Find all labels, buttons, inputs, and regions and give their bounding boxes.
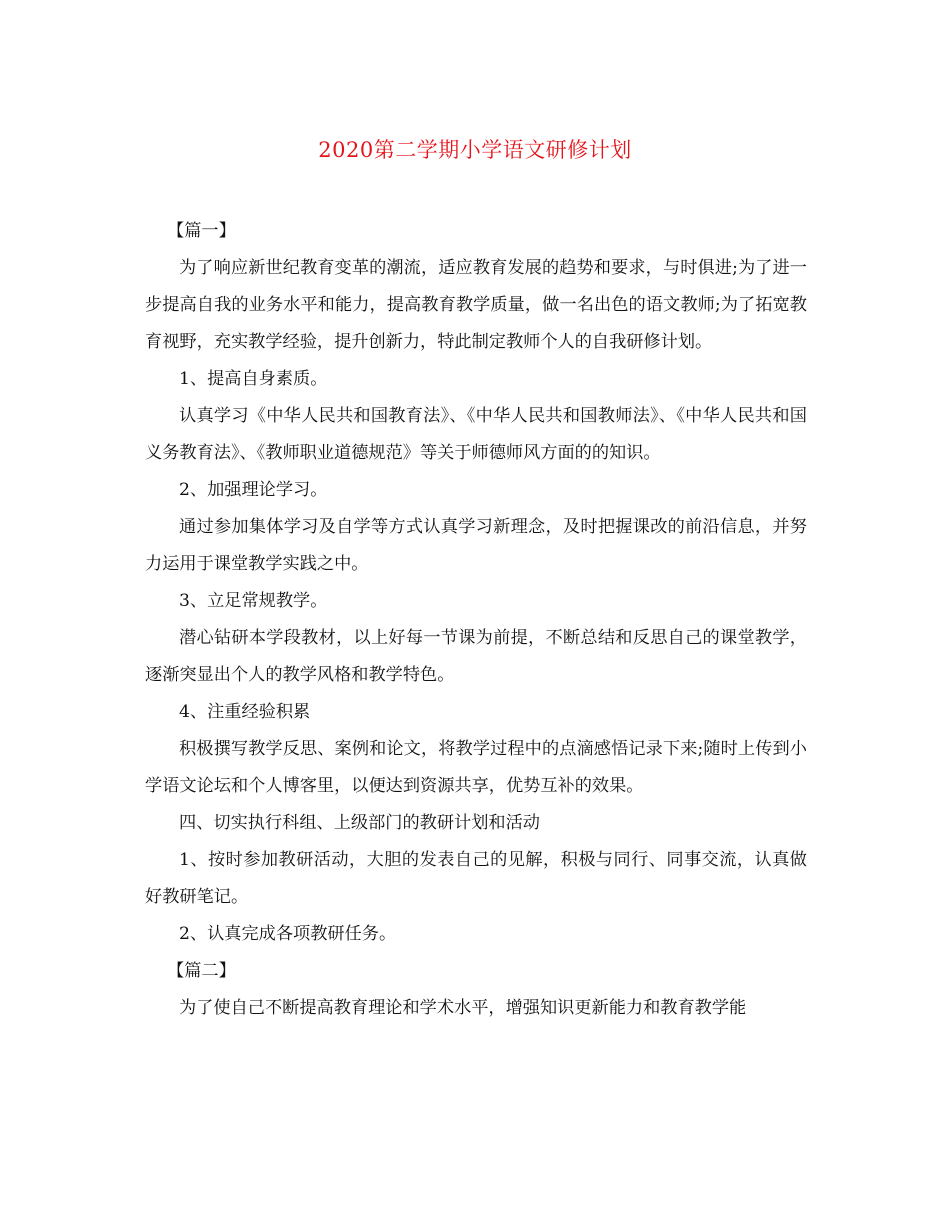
paragraph: 4、注重经验积累 (179, 702, 311, 722)
paragraph: 认真学习《中华人民共和国教育法》、《中华人民共和国教师法》、《中华人民共和国义务教育法》、《教师职业道德规范》等关于师德师风方面的的知识。 (145, 406, 807, 463)
paragraph: 积极撰写教学反思、案例和论文，将教学过程中的点滴感悟记录下来;随时上传到小学语文论坛和个人博客里，以便达到资源共享，优势互补的效果。 (145, 739, 807, 796)
paragraph: 四、切实执行科组、上级部门的教研计划和活动 (179, 813, 540, 833)
paragraph: 通过参加集体学习及自学等方式认真学习新理念，及时把握课改的前沿信息，并努力运用于课堂教学实践之中。 (145, 517, 807, 574)
paragraph: 为了响应新世纪教育变革的潮流，适应教育发展的趋势和要求，与时俱进;为了进一步提高自我的业务水平和能力，提高教育教学质量，做一名出色的语文教师;为了拓宽教育视野，充实教学经验，提升创新力，特此制定教师个人的自我研修计划。 (145, 258, 807, 352)
section-heading: 【篇二】 (167, 961, 236, 981)
paragraph: 1、提高自身素质。 (179, 369, 328, 389)
paragraph: 潜心钻研本学段教材，以上好每一节课为前提，不断总结和反思自己的课堂教学，逐渐突显出个人的教学风格和教学特色。 (145, 628, 807, 685)
paragraph: 为了使自己不断提高教育理论和学术水平，增强知识更新能力和教育教学能 (179, 998, 747, 1018)
paragraph: 2、加强理论学习。 (179, 480, 328, 500)
paragraph: 3、立足常规教学。 (179, 591, 328, 611)
paragraph: 1、按时参加教研活动，大胆的发表自己的见解，积极与同行、同事交流，认真做好教研笔记。 (145, 850, 807, 907)
document-title: 2020第二学期小学语文研修计划 (318, 138, 632, 162)
paragraph: 2、认真完成各项教研任务。 (179, 924, 397, 944)
section-heading: 【篇一】 (167, 221, 236, 241)
document-body (145, 213, 807, 1027)
